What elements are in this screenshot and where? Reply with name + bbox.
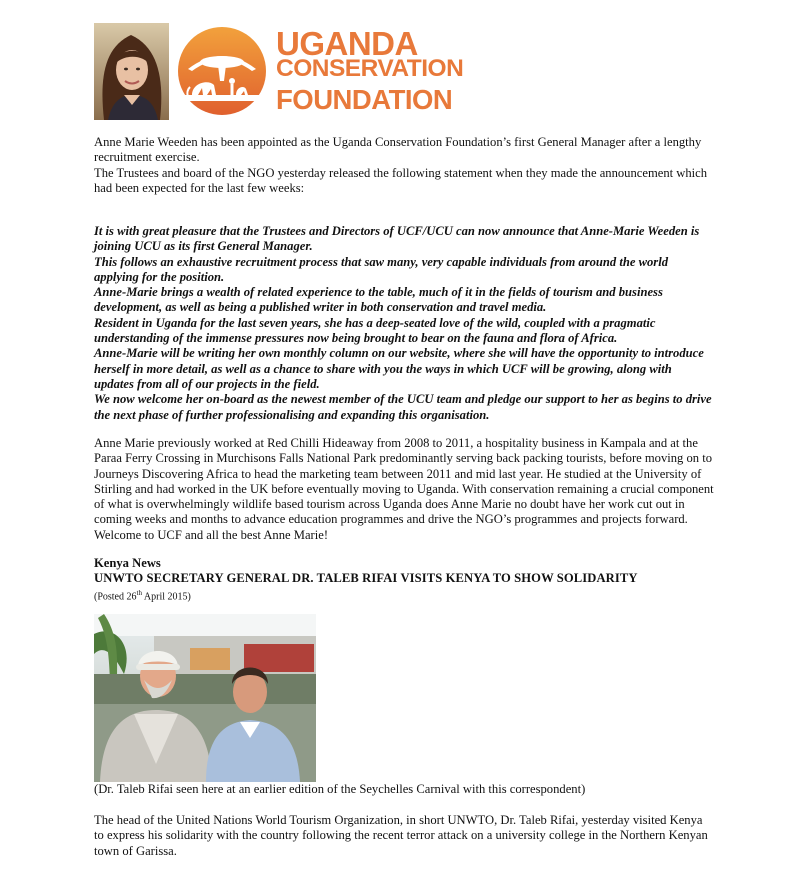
posted-prefix: (Posted 26: [94, 591, 137, 603]
statement-line-3: Anne-Marie brings a wealth of related experience to the table, much of it in the fields of tourism and business development, as well as being a published writer in both conservation and travel media.: [94, 285, 663, 315]
photo-caption: [94, 782, 714, 797]
article-header: [94, 23, 474, 120]
section-kicker: Kenya News: [94, 556, 161, 570]
statement-line-4: Resident in Uganda for the last seven years, she has a deep-seated love of the wild, coupled with a pragmatic understanding of the immense pressures now being brought to bear on the fauna and flora of Africa.: [94, 315, 656, 346]
bio-paragraph: [94, 436, 714, 543]
kenya-lead-paragraph: [94, 813, 714, 859]
ucf-logo: [174, 25, 474, 118]
caption-text: (Dr. Taleb Rifai seen here at an earlier edition of the Seychelles Carnival with this correspondent): [94, 782, 586, 796]
intro-line-1: Anne Marie Weeden has been appointed as the Uganda Conservation Foundation’s first General Manager after a lengthy recruitment exercise.: [94, 135, 702, 165]
author-portrait: [94, 23, 169, 120]
kenya-news-section: [94, 556, 714, 604]
posted-ordinal: th: [136, 589, 142, 597]
statement-line-5: Anne-Marie will be writing her own monthly column on our website, where she will have the opportunity to introduce herself in more detail, as well as a chance to share with you the ways in which UCF will be growing, along with updates from all of our projects in the field.: [94, 346, 704, 391]
posted-suffix: April 2015): [141, 591, 191, 603]
statement-line-6: We now welcome her on-board as the newest member of the UCU team and pledge our support to her as begins to drive the next phase of further professionalising and expanding this organisation.: [94, 392, 712, 422]
logo-wordmark: [276, 27, 463, 116]
statement-line-2: This follows an exhaustive recruitment process that saw many, very capable individuals from around the world applying for the position.: [94, 254, 668, 284]
lead-text: The head of the United Nations World Tourism Organization, in short UNWTO, Dr. Taleb Rifai, yesterday visited Kenya to express his solidarity with the country following the recent terror attack on a university college in the Northern Kenyan town of Garissa.: [94, 813, 708, 858]
logo-line-conservation: CONSERVATION: [276, 55, 464, 82]
bio-text: Anne Marie previously worked at Red Chilli Hideaway from 2008 to 2011, a hospitality business in Kampala and at the Paraa Ferry Crossing in Murchisons Falls National Park predominantly serving back packing tourists, before moving on to Journeys Discovering Africa to head the marketing team between 2011 and mid last year. He studied at the University of Stirling and had worked in the UK before eventually moving to Uganda. With conservation remaining a crucial component of what is overwhelmingly wildlife based tourism across Uganda does Anne Marie no doubt have her work cut out in coming weeks and months to advance education programmes and drive the NGO’s programmes and projects forward. Welcome to UCF and all the best Anne Marie!: [94, 436, 714, 542]
statement-line-1: It is with great pleasure that the Trustees and Directors of UCF/UCU can now announce that Anne-Marie Weeden is joining UCU as its first General Manager.: [94, 224, 700, 254]
trustees-statement: [94, 224, 714, 423]
posted-date: [94, 586, 714, 604]
article-headline: UNWTO SECRETARY GENERAL DR. TALEB RIFAI VISITS KENYA TO SHOW SOLIDARITY: [94, 571, 638, 585]
intro-line-2: The Trustees and board of the NGO yesterday released the following statement when they made the announcement which had been expected for the last few weeks:: [94, 165, 708, 195]
article-photo: [94, 614, 316, 782]
logo-line-foundation: FOUNDATION: [276, 84, 453, 115]
logo-line-uganda: UGANDA: [276, 25, 418, 62]
intro-paragraph: [94, 135, 714, 196]
